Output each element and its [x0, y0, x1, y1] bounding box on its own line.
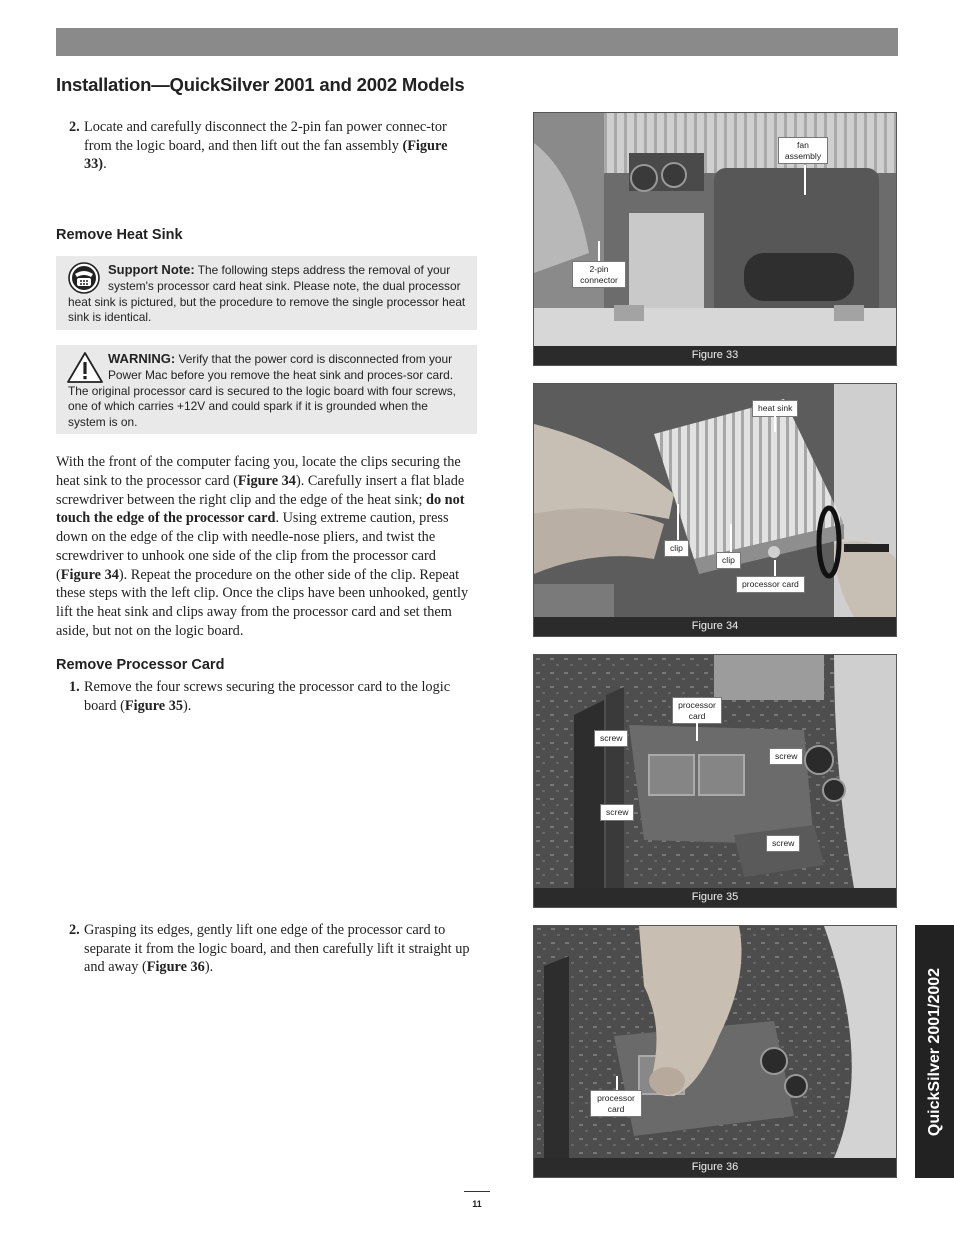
- callout-processor-card: processor card: [672, 697, 722, 724]
- header-bar: [56, 28, 898, 56]
- callout-processor-card: processor card: [736, 576, 805, 593]
- lift-processor-card-photo: [534, 926, 896, 1158]
- callout-leader: [774, 560, 776, 576]
- callout-leader: [730, 524, 732, 552]
- warning-triangle-icon: [66, 351, 104, 383]
- telephone-icon: [66, 262, 104, 294]
- callout-leader: [677, 504, 679, 540]
- figure-caption: Figure 35: [534, 888, 896, 907]
- figure-33: [533, 112, 897, 366]
- callout-leader: [804, 165, 806, 195]
- figure-ref: Figure 34: [237, 472, 296, 489]
- figure-ref: (Figure 33): [84, 137, 448, 173]
- note-text: The following steps address the removal of your system's processor card heat sink. Please note, the dual processor heat sink is pictured, but the procedure to remove the single processor heat sink is identical.: [68, 263, 466, 325]
- section-heading-processor-card: Remove Processor Card: [56, 657, 225, 673]
- caution-text: do not touch the edge of the processor card: [56, 491, 465, 527]
- step-remove-screws: 1. Remove the four screws securing the processor card to the logic board (Figure 35).: [69, 679, 451, 714]
- callout-2pin-connector: 2-pin connector: [572, 261, 626, 288]
- callout-heat-sink: heat sink: [752, 400, 798, 417]
- step-number: 2.: [69, 119, 80, 135]
- callout-screw-top-right: screw: [769, 748, 803, 765]
- step-text: Locate and carefully disconnect the 2-pin fan power connec-tor from the logic board, and then lift out the fan assembly: [84, 119, 447, 154]
- warning-note: [56, 345, 477, 434]
- figure-36: [533, 925, 897, 1178]
- figure-ref: Figure 34: [60, 566, 119, 583]
- warning-label: WARNING:: [108, 351, 176, 366]
- figure-caption: Figure 34: [534, 617, 896, 636]
- callout-clip-right: clip: [716, 552, 741, 569]
- processor-card-screws-photo: [534, 655, 896, 888]
- figure-caption: Figure 36: [534, 1158, 896, 1177]
- callout-screw-top-left: screw: [594, 730, 628, 747]
- figure-34: [533, 383, 897, 637]
- chapter-side-tab: [915, 925, 954, 1178]
- page-title: Installation—QuickSilver 2001 and 2002 Models: [56, 74, 465, 95]
- callout-leader: [774, 416, 776, 432]
- callout-screw-bottom-right: screw: [766, 835, 800, 852]
- figure-ref: Figure 35: [124, 697, 183, 714]
- step-number: 1.: [69, 679, 80, 695]
- callout-leader: [696, 723, 698, 741]
- fan-assembly-photo: [534, 113, 896, 346]
- support-note: [56, 256, 477, 330]
- step-text: Remove the four screws securing the processor card to the logic board (: [84, 679, 451, 714]
- callout-leader: [598, 241, 600, 263]
- page-number: 11: [472, 1199, 482, 1209]
- step-number: 2.: [69, 922, 80, 938]
- section-heading-heat-sink: Remove Heat Sink: [56, 227, 183, 243]
- figure-ref: Figure 36: [146, 959, 205, 976]
- figure-caption: Figure 33: [534, 346, 896, 365]
- heat-sink-photo: [534, 384, 896, 617]
- warning-text: Verify that the power cord is disconnected from your Power Mac before you remove the heat sink and proces-sor card. The original processor card is secured to the logic board with four screws, one of which carries +12V and could spark if it is grounded when the system is on.: [68, 352, 456, 430]
- page-number-rule: [464, 1191, 490, 1192]
- step-disconnect-fan: 2. Locate and carefully disconnect the 2-pin fan power connec-tor from the logic board, and then lift out the fan assembly (Figure 33).: [69, 119, 448, 173]
- callout-fan-assembly: fan assembly: [778, 137, 828, 164]
- step-lift-card: 2. Grasping its edges, gently lift one edge of the processor card to separate it from the logic board, and then carefully lift it straight up and away (Figure 36).: [69, 922, 470, 976]
- chapter-side-tab-label: QuickSilver 2001/2002: [925, 967, 943, 1136]
- figure-35: [533, 654, 897, 908]
- heat-sink-instructions: With the front of the computer facing you, locate the clips securing the heat sink to the processor card (Figure 34). Carefully insert a flat blade screwdriver between the right clip and the edge of the heat sink; do not touch the edge of the processor card. Using extreme caution, press down on the edge of the clip with needle-nose pliers, and twist the screwdriver to unhook one side of the clip from the processor card (Figure 34). Repeat the procedure on the other side of the clip. Repeat these steps with the left clip. Once the clips have been unhooked, gently lift the heat sink and clips away from the processor card and set them aside, but not on the logic board.: [56, 454, 469, 639]
- callout-screw-bottom-left: screw: [600, 804, 634, 821]
- callout-processor-card: processor card: [590, 1090, 642, 1117]
- callout-clip-left: clip: [664, 540, 689, 557]
- note-label: Support Note:: [108, 262, 195, 277]
- step-text: Grasping its edges, gently lift one edge of the processor card to separate it from the logic board, and then carefully lift it straight up and away (: [84, 922, 470, 976]
